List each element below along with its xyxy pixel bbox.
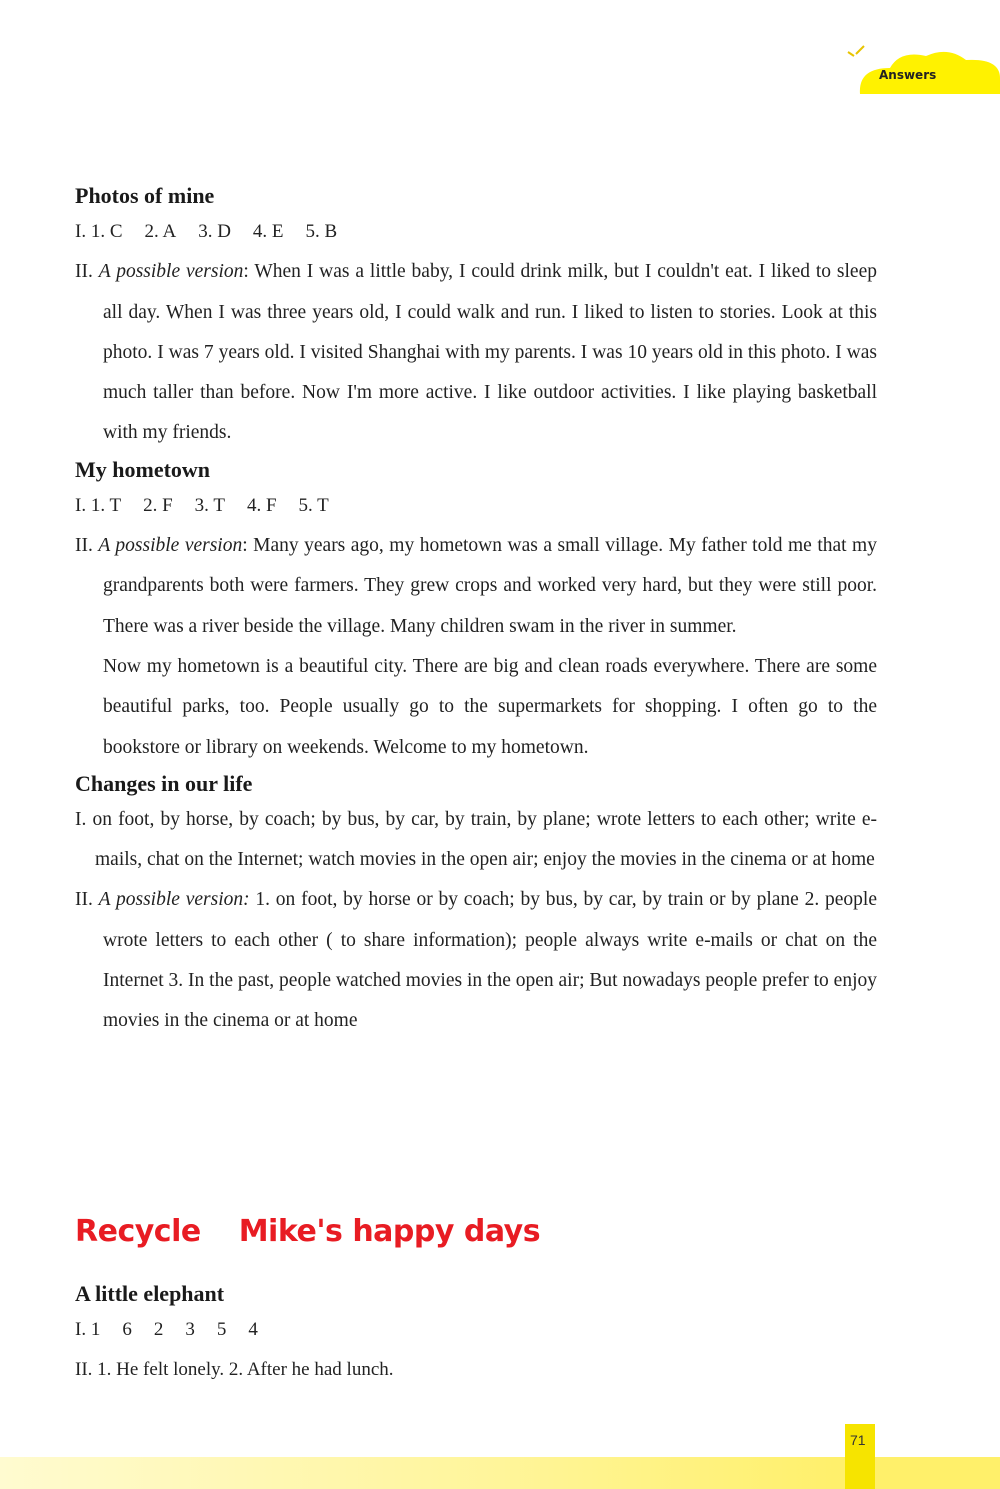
answer-paragraph: II. A possible version: 1. on foot, by horse or by coach; by bus, by car, by train or by plane 2. people wrote letters to each other ( to share information); people always write e-mails or chat on the Internet 3. In the past, people watched movies in the open air; But nowadays people prefer to enjoy movies in the cinema or at home bbox=[75, 889, 877, 1032]
answer-paragraph: II. A possible version: Many years ago, my hometown was a small village. My father told me that my grandparents both were farmers. They grew crops and worked very hard, but they were still poor. There was a river beside the village. Many children swam in the river in summer. bbox=[75, 535, 877, 637]
answer-paragraph: II. A possible version: When I was a little baby, I could drink milk, but I couldn't eat. I liked to sleep all day. When I was three years old, I could walk and run. I liked to listen to stories. Look at this photo. I was 7 years old. I visited Shanghai with my parents. I was 10 years old in this photo. I was much taller than before. Now I'm more active. I like outdoor activities. I like playing basketball with my friends. bbox=[75, 261, 877, 444]
answer-row: II. 1. He felt lonely. 2. After he had lunch. bbox=[75, 1359, 394, 1381]
unit-title: Recycle Mike's happy days bbox=[75, 1214, 541, 1249]
answers-tag: Answers bbox=[879, 68, 937, 82]
page-number: 71 bbox=[850, 1432, 866, 1448]
answer-paragraph: Now my hometown is a beautiful city. There are big and clean roads everywhere. There are some beautiful parks, too. People usually go to the supermarkets for shopping. I often go to the bookstore or library on weekends. Welcome to my hometown. bbox=[103, 655, 877, 758]
answer-row: I. 1. C 2. A 3. D 4. E 5. B bbox=[75, 221, 338, 242]
answer-row: I. 1 6 2 3 5 4 bbox=[75, 1319, 258, 1340]
section-title: Photos of mine bbox=[75, 183, 215, 208]
answer-row: I. 1. T 2. F 3. T 4. F 5. T bbox=[75, 494, 329, 516]
section-title: A little elephant bbox=[75, 1281, 225, 1306]
section-b bbox=[75, 1278, 877, 1391]
section-title: My hometown bbox=[75, 456, 211, 482]
answers-content bbox=[75, 180, 877, 1042]
section-title: Changes in our life bbox=[75, 770, 253, 796]
answer-paragraph: I. on foot, by horse, by coach; by bus, by car, by train, by plane; wrote letters to each other; write e-mails, chat on the Internet; watch movies in the open air; enjoy the movies in the cinema or at home bbox=[75, 808, 877, 871]
